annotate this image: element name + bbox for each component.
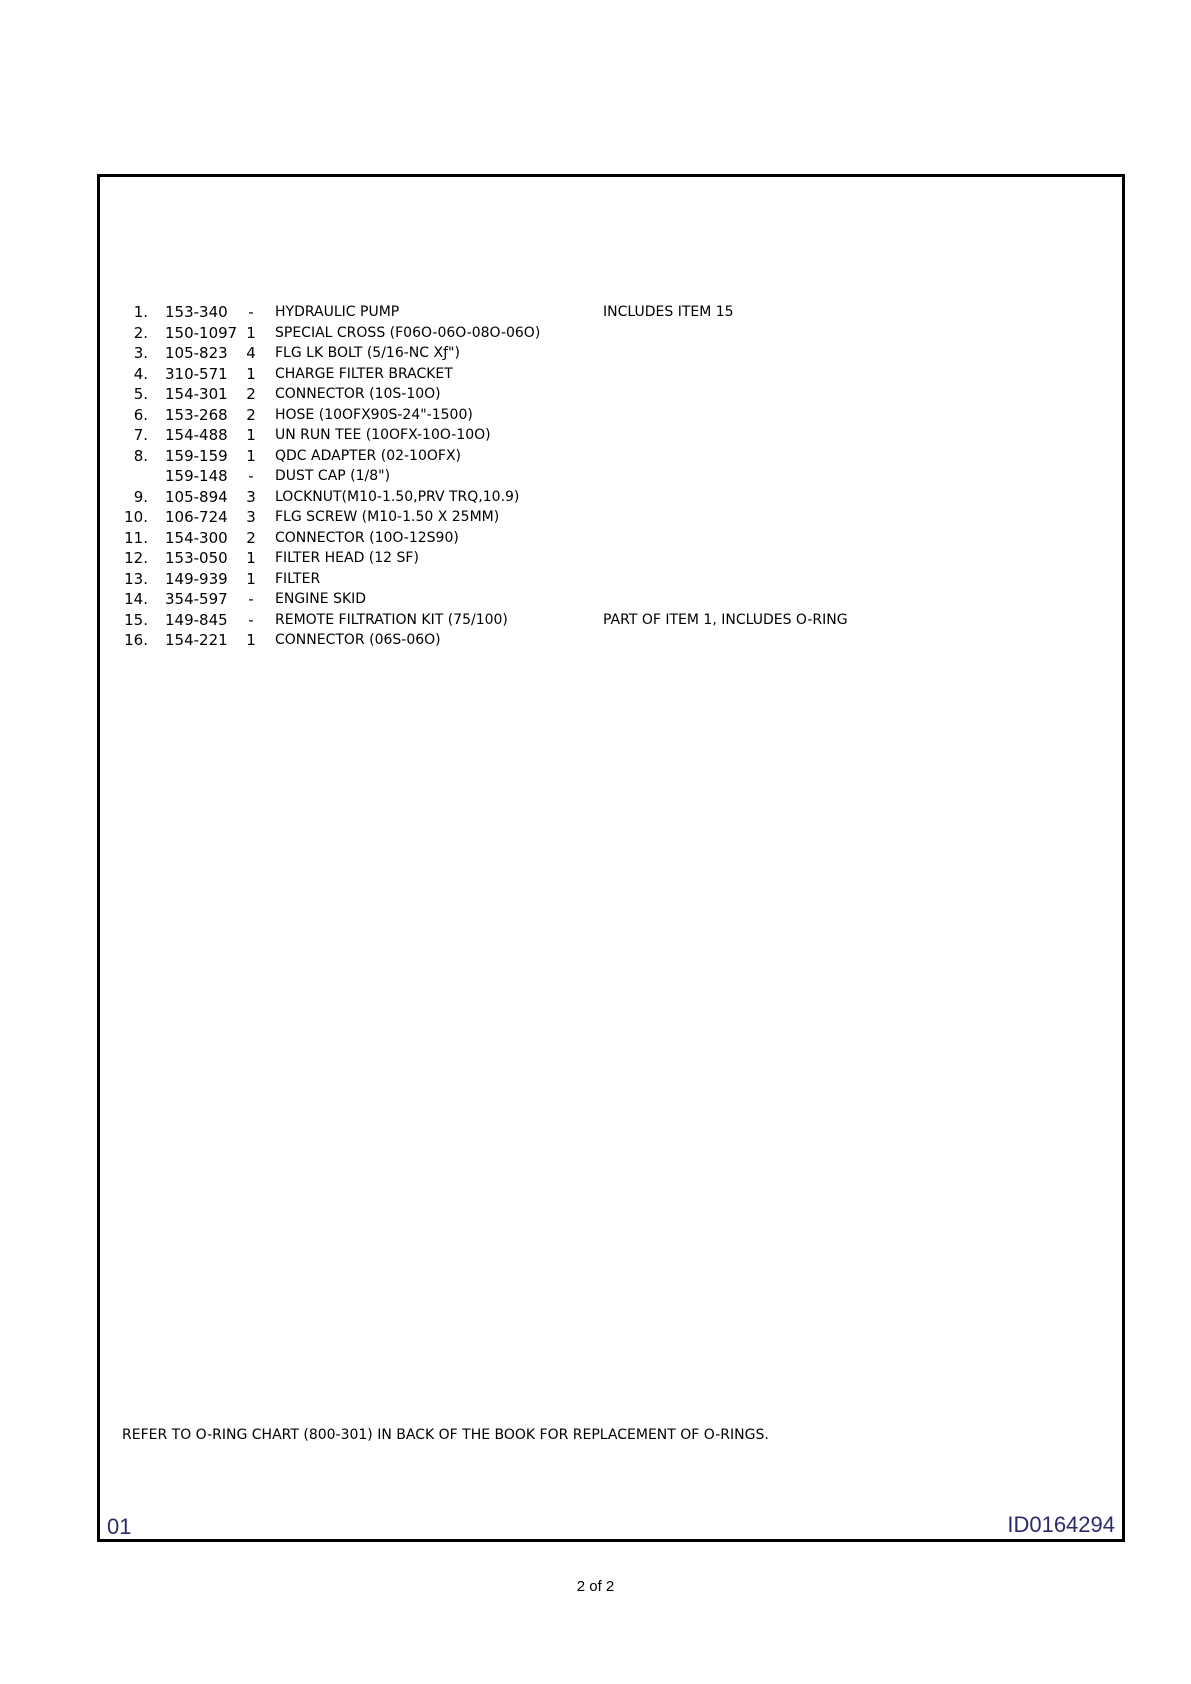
part-number: 153-268 <box>165 405 228 424</box>
parts-row <box>110 589 1010 610</box>
part-number: 106-724 <box>165 508 228 526</box>
item-number: 16. <box>124 631 148 649</box>
item-number: 10. <box>124 508 148 526</box>
part-number: 150-1097 <box>165 323 238 342</box>
part-number: 105-894 <box>165 487 228 506</box>
item-number: 2. <box>133 323 148 342</box>
part-number: 154-301 <box>165 385 228 403</box>
part-number: 149-939 <box>165 569 228 588</box>
parts-row <box>110 446 1010 467</box>
description: SPECIAL CROSS (F06O-06O-08O-06O) <box>275 324 541 341</box>
page-number: 2 of 2 <box>576 1578 615 1595</box>
parts-row <box>110 548 1010 569</box>
description: CONNECTOR (10S-10O) <box>275 386 441 402</box>
parts-row <box>110 487 1010 508</box>
part-number: 153-340 <box>165 303 228 321</box>
part-number: 105-823 <box>165 344 228 362</box>
parts-row <box>110 425 1010 446</box>
item-number: 9. <box>133 487 148 506</box>
item-number: 14. <box>124 590 148 608</box>
parts-row <box>110 405 1010 426</box>
part-number: 154-300 <box>165 528 228 547</box>
part-number: 153-050 <box>165 549 228 567</box>
parts-row <box>110 343 1010 364</box>
parts-row <box>110 630 1010 651</box>
parts-list <box>110 302 1010 651</box>
parts-row <box>110 569 1010 590</box>
item-number: 11. <box>124 528 148 547</box>
quantity: 1 <box>246 426 256 444</box>
item-number: 13. <box>124 569 148 588</box>
quantity: - <box>248 590 254 608</box>
quantity: 3 <box>246 508 256 526</box>
description: ENGINE SKID <box>275 591 367 607</box>
item-number: 12. <box>124 549 148 567</box>
quantity: - <box>248 467 254 485</box>
item-number: 4. <box>133 364 148 383</box>
item-number: 1. <box>133 303 148 321</box>
parts-row <box>110 384 1010 405</box>
part-number: 159-148 <box>165 467 228 485</box>
quantity: 1 <box>246 549 256 567</box>
parts-row <box>110 364 1010 385</box>
parts-row <box>110 466 1010 487</box>
quantity: 1 <box>246 631 256 649</box>
quantity: - <box>248 610 254 629</box>
item-number: 6. <box>133 405 148 424</box>
parts-row <box>110 323 1010 344</box>
parts-row <box>110 528 1010 549</box>
quantity: 1 <box>246 364 256 383</box>
description: FILTER HEAD (12 SF) <box>275 550 419 566</box>
remark: PART OF ITEM 1, INCLUDES O-RING <box>603 611 848 628</box>
description: QDC ADAPTER (02-10OFX) <box>275 447 461 464</box>
quantity: 2 <box>246 405 256 424</box>
parts-row <box>110 302 1010 323</box>
quantity: 1 <box>246 323 256 342</box>
quantity: 3 <box>246 487 256 506</box>
part-number: 354-597 <box>165 590 228 608</box>
item-number: 8. <box>133 446 148 465</box>
drawing-id: ID0164294 <box>1007 1512 1115 1537</box>
part-number: 159-159 <box>165 446 228 465</box>
description: CONNECTOR (10O-12S90) <box>275 529 459 546</box>
description: HOSE (10OFX90S-24"-1500) <box>275 406 473 423</box>
part-number: 149-845 <box>165 610 228 629</box>
o-ring-note: REFER TO O-RING CHART (800-301) IN BACK OF THE BOOK FOR REPLACEMENT OF O-RINGS. <box>122 1427 769 1443</box>
quantity: 2 <box>246 385 256 403</box>
revision-code: 01 <box>107 1514 132 1539</box>
item-number: 5. <box>133 385 148 403</box>
description: FILTER <box>275 570 321 587</box>
item-number: 15. <box>124 610 148 629</box>
description: DUST CAP (1/8") <box>275 468 391 484</box>
part-number: 310-571 <box>165 364 228 383</box>
remark: INCLUDES ITEM 15 <box>603 304 734 320</box>
description: HYDRAULIC PUMP <box>275 304 400 320</box>
description: LOCKNUT(M10-1.50,PRV TRQ,10.9) <box>275 488 520 505</box>
description: UN RUN TEE (10OFX-10O-10O) <box>275 427 491 443</box>
description: CHARGE FILTER BRACKET <box>275 365 453 382</box>
quantity: 1 <box>246 569 256 588</box>
description: REMOTE FILTRATION KIT (75/100) <box>275 611 508 628</box>
description: CONNECTOR (06S-06O) <box>275 632 441 648</box>
description: FLG LK BOLT (5/16-NC Xƒ") <box>275 345 460 361</box>
quantity: 1 <box>246 446 256 465</box>
part-number: 154-221 <box>165 631 228 649</box>
item-number: 3. <box>133 344 148 362</box>
quantity: 2 <box>246 528 256 547</box>
description: FLG SCREW (M10-1.50 X 25MM) <box>275 509 500 525</box>
quantity: - <box>248 303 254 321</box>
parts-row <box>110 507 1010 528</box>
item-number: 7. <box>133 426 148 444</box>
parts-row <box>110 610 1010 631</box>
quantity: 4 <box>246 344 256 362</box>
part-number: 154-488 <box>165 426 228 444</box>
